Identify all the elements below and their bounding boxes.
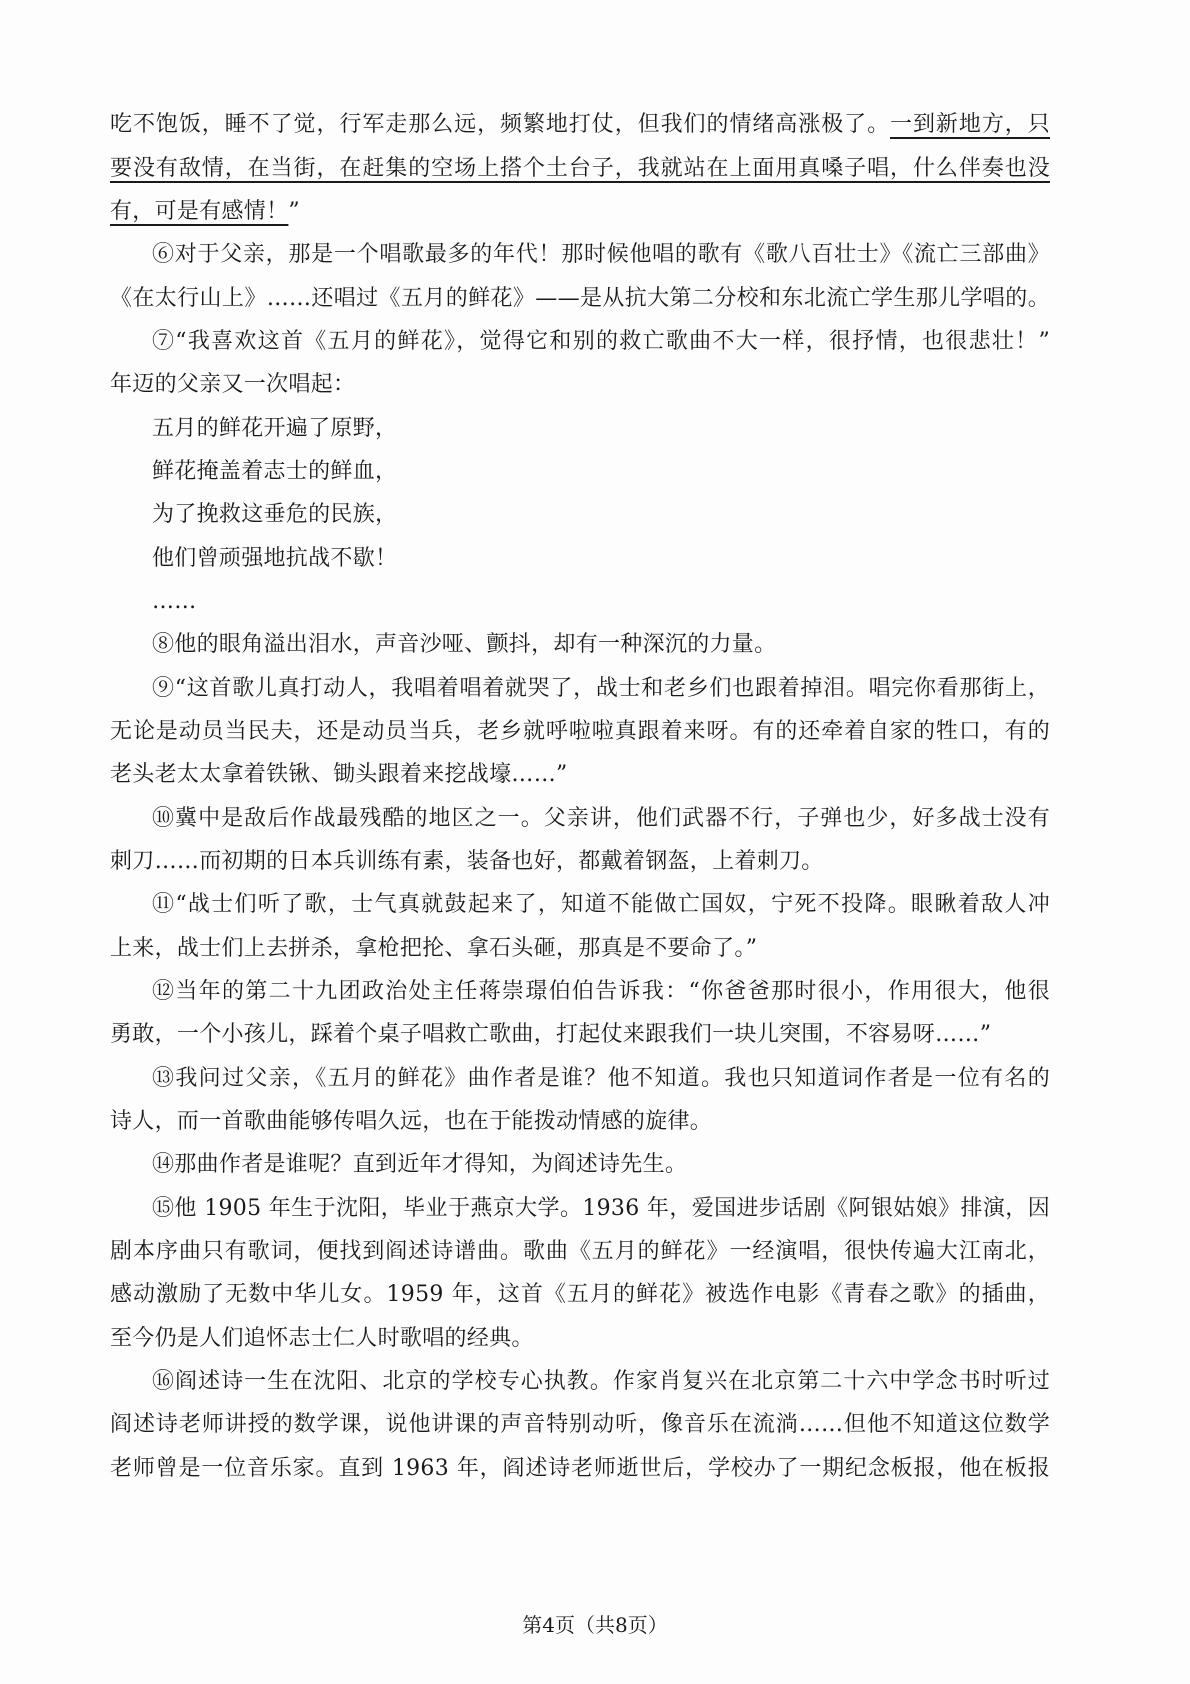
paragraph-14-line <box>152 1150 687 1180</box>
paragraph-7-line <box>152 327 1050 357</box>
paragraph-9-line <box>110 760 568 790</box>
underlined-text: 要没有敌情，在当街，在赶集的空场上搭个土台子，我就站在上面用真嗓子唱，什么伴奏也没 <box>110 156 1050 181</box>
text-run: 鲜花掩盖着志士的鲜血， <box>152 459 398 484</box>
text-run: 他们曾顽强地抗战不歇！ <box>152 546 398 571</box>
paragraph-7-line <box>110 370 355 400</box>
paragraph-15-line <box>110 1237 1050 1267</box>
text-run: ⑥对于父亲，那是一个唱歌最多的年代！那时候他唱的歌有《歌八百壮士》《流亡三部曲》 <box>152 242 1050 267</box>
poem-ellipsis <box>152 587 197 617</box>
paragraph-15-line <box>110 1324 534 1354</box>
text-run: ⑯阎述诗一生在沈阳、北京的学校专心执教。作家肖复兴在北京第二十六中学念书时听过 <box>152 1369 1050 1394</box>
text-run: 为了挽救这垂危的民族， <box>152 502 398 527</box>
poem-line <box>152 544 397 574</box>
paragraph-11-line <box>110 934 757 964</box>
paragraph-10-line <box>152 804 1050 834</box>
poem-line <box>152 457 397 487</box>
text-run: ” <box>288 199 300 224</box>
text-run: 至今仍是人们追怀志士仁人时歌唱的经典。 <box>110 1326 534 1351</box>
text-run: 诗人，而一首歌曲能够传唱久远，也在于能拨动情感的旋律。 <box>110 1109 713 1134</box>
paragraph-9-line <box>152 674 1050 704</box>
paragraph-6-line <box>110 284 1050 314</box>
paragraph-11-line <box>152 890 1050 920</box>
text-run: ⑬我问过父亲，《五月的鲜花》曲作者是谁？他不知道。我也只知道词作者是一位有名的 <box>152 1066 1050 1091</box>
paragraph-13-line <box>152 1064 1050 1094</box>
text-run: ⑨“这首歌儿真打动人，我唱着唱着就哭了，战士和老乡们也跟着掉泪。唱完你看那街上， <box>152 676 1050 701</box>
underlined-text: 有，可是有感情！ <box>110 199 289 224</box>
paragraph-15-line <box>152 1194 1050 1224</box>
text-run: 感动激励了无数中华儿女。1959 年，这首《五月的鲜花》被选作电影《青春之歌》的插曲， <box>110 1282 1050 1307</box>
paragraph-10-line <box>110 847 824 877</box>
text-run: 剧本序曲只有歌词，便找到阎述诗谱曲。歌曲《五月的鲜花》一经演唱，很快传遍大江南北， <box>110 1239 1050 1264</box>
text-run: …… <box>152 589 197 614</box>
text-run: 勇敢，一个小孩儿，踩着个桌子唱救亡歌曲，打起仗来跟我们一块儿突围，不容易呀……” <box>110 1022 992 1047</box>
text-run: ⑩冀中是敌后作战最残酷的地区之一。父亲讲，他们武器不行，子弹也少，好多战士没有 <box>152 806 1050 831</box>
text-run: 老头老太太拿着铁锹、锄头跟着来挖战壕……” <box>110 762 568 787</box>
paragraph-16-line <box>110 1454 1050 1484</box>
text-line <box>110 197 300 227</box>
paragraph-16-line <box>110 1410 1050 1440</box>
text-line <box>110 154 1050 184</box>
underlined-text: 一到新地方，只 <box>890 112 1051 137</box>
text-run: ⑦“我喜欢这首《五月的鲜花》，觉得它和别的救亡歌曲不大一样，很抒情，也很悲壮！” <box>152 329 1050 354</box>
paragraph-6-line <box>152 240 1050 270</box>
poem-line <box>152 500 397 530</box>
text-run: ⑧他的眼角溢出泪水，声音沙哑、颤抖，却有一种深沉的力量。 <box>152 632 777 657</box>
text-run: ⑭那曲作者是谁呢？直到近年才得知，为阎述诗先生。 <box>152 1152 688 1177</box>
paragraph-8-line <box>152 630 776 660</box>
text-run: ⑫当年的第二十九团政治处主任蒋崇璟伯伯告诉我：“你爸爸那时很小，作用很大，他很 <box>152 979 1050 1004</box>
text-run: 五月的鲜花开遍了原野， <box>152 416 398 441</box>
paragraph-16-line <box>152 1367 1050 1397</box>
text-run: 刺刀……而初期的日本兵训练有素，装备也好，都戴着钢盔，上着刺刀。 <box>110 849 824 874</box>
text-line <box>110 110 1050 140</box>
text-run: 老师曾是一位音乐家。直到 1963 年，阎述诗老师逝世后，学校办了一期纪念板报，他在板报 <box>110 1456 1050 1481</box>
paragraph-15-line <box>110 1280 1050 1310</box>
text-run: 《在太行山上》……还唱过《五月的鲜花》——是从抗大第二分校和东北流亡学生那儿学唱的。 <box>110 286 1050 311</box>
text-run: 阎述诗老师讲授的数学课，说他讲课的声音特别动听，像音乐在流淌……但他不知道这位数学 <box>110 1412 1050 1437</box>
text-run: ⑮他 1905 年生于沈阳，毕业于燕京大学。1936 年，爱国进步话剧《阿银姑娘》排演，因 <box>152 1196 1050 1221</box>
poem-line <box>152 414 397 444</box>
text-run: 上来，战士们上去拼杀，拿枪把抡、拿石头砸，那真是不要命了。” <box>110 936 758 961</box>
paragraph-12-line <box>152 977 1050 1007</box>
page-footer: 第4页（共8页） <box>522 1613 668 1637</box>
text-run: ⑪“战士们听了歌，士气真就鼓起来了，知道不能做亡国奴，宁死不投降。眼瞅着敌人冲 <box>152 892 1050 917</box>
text-run: 无论是动员当民夫，还是动员当兵，老乡就呼啦啦真跟着来呀。有的还牵着自家的牲口，有的 <box>110 719 1050 744</box>
paragraph-9-line <box>110 717 1050 747</box>
paragraph-13-line <box>110 1107 712 1137</box>
paragraph-12-line <box>110 1020 991 1050</box>
text-run: 吃不饱饭，睡不了觉，行军走那么远，频繁地打仗，但我们的情绪高涨极了。 <box>110 112 891 137</box>
text-run: 年迈的父亲又一次唱起： <box>110 372 356 397</box>
